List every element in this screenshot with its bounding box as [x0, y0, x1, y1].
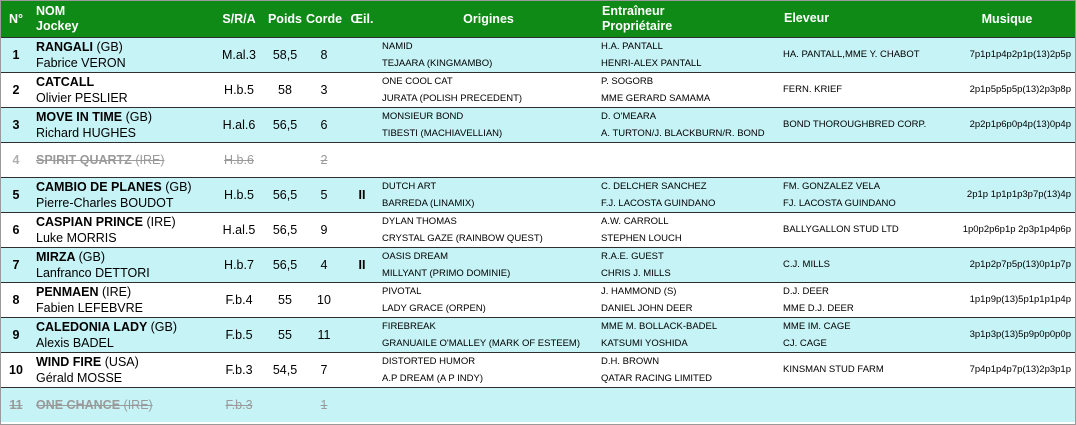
- poids-cell: [267, 387, 303, 422]
- trainer-owner-cell: [598, 387, 780, 422]
- poids-cell: 58,5: [267, 37, 303, 72]
- horse-jockey-cell: [31, 352, 211, 387]
- sire-name: ONE COOL CAT: [382, 75, 453, 87]
- origines-cell: [379, 317, 598, 352]
- owner-name: DANIEL JOHN DEER: [601, 302, 693, 314]
- breeder-cell: [780, 72, 939, 107]
- sire-name: MONSIEUR BOND: [382, 110, 464, 122]
- horse-name-line[interactable]: [36, 39, 211, 55]
- dam-name: BARREDA (LINAMIX): [382, 197, 475, 209]
- oeil-cell: [345, 282, 379, 317]
- runners-table: [1, 1, 1075, 422]
- dam-name: GRANUAILE O'MALLEY (MARK OF ESTEEM): [382, 337, 581, 349]
- poids-cell: 56,5: [267, 107, 303, 142]
- trainer-owner-cell: [598, 352, 780, 387]
- sra-cell: F.b.3: [211, 387, 267, 422]
- sra-cell: M.al.3: [211, 37, 267, 72]
- header-nom-jockey: [31, 1, 211, 37]
- oeil-cell: [345, 212, 379, 247]
- musique-cell: 2p1p5p5p5p(13)2p3p8p: [939, 72, 1075, 107]
- dam-name: LADY GRACE (ORPEN): [382, 302, 486, 314]
- horse-country: (IRE): [123, 397, 153, 412]
- jockey-name[interactable]: Richard HUGHES: [36, 125, 137, 140]
- horse-country: (GB): [125, 109, 152, 124]
- trainer-name: A.W. CARROLL: [601, 215, 669, 227]
- breeder-name: FM. GONZALEZ VELA: [783, 180, 881, 192]
- trainer-owner-cell: [598, 142, 780, 177]
- sire-name: OASIS DREAM: [382, 250, 448, 262]
- breeder-name-2: CJ. CAGE: [783, 337, 827, 349]
- oeil-cell: [345, 387, 379, 422]
- sra-cell: H.b.5: [211, 177, 267, 212]
- sra-cell: F.b.3: [211, 352, 267, 387]
- origines-cell: [379, 387, 598, 422]
- header-num: N°: [8, 11, 24, 26]
- musique-cell: 7p4p1p4p7p(13)2p3p1p: [939, 352, 1075, 387]
- runner-number: 7: [1, 247, 31, 282]
- header-jockey: Jockey: [36, 18, 79, 33]
- horse-name-line[interactable]: [36, 354, 211, 370]
- header-origines: Origines: [463, 11, 514, 26]
- trainer-name: H.A. PANTALL: [601, 40, 663, 52]
- table-row[interactable]: [1, 177, 1075, 212]
- header-nom: NOM: [36, 3, 66, 18]
- dam-name: JURATA (POLISH PRECEDENT): [382, 92, 523, 104]
- horse-name[interactable]: CATCALL: [36, 74, 95, 89]
- header-proprietaire: Propriétaire: [602, 18, 673, 33]
- horse-jockey-cell: [31, 387, 211, 422]
- jockey-name[interactable]: Fabien LEFEBVRE: [36, 300, 143, 315]
- musique-cell: 2p1p2p7p5p(13)0p1p7p: [939, 247, 1075, 282]
- poids-cell: 54,5: [267, 352, 303, 387]
- horse-country: (IRE): [135, 152, 165, 167]
- corde-cell: 2: [303, 142, 345, 177]
- sra-cell: H.b.5: [211, 72, 267, 107]
- table-body: [1, 37, 1075, 422]
- trainer-name: C. DELCHER SANCHEZ: [601, 180, 707, 192]
- breeder-name: MME IM. CAGE: [783, 320, 851, 332]
- corde-cell: 4: [303, 247, 345, 282]
- table-row[interactable]: [1, 107, 1075, 142]
- table-row[interactable]: [1, 387, 1075, 422]
- origines-cell: [379, 282, 598, 317]
- owner-name: A. TURTON/J. BLACKBURN/R. BOND: [601, 127, 765, 139]
- sra-cell: H.al.6: [211, 107, 267, 142]
- dam-name: A.P DREAM (A P INDY): [382, 372, 484, 384]
- horse-jockey-cell: [31, 72, 211, 107]
- horse-country: (GB): [78, 249, 105, 264]
- horse-name[interactable]: ONE CHANCE: [36, 397, 121, 412]
- horse-name-line[interactable]: [36, 284, 211, 300]
- table-row[interactable]: [1, 282, 1075, 317]
- corde-cell: 7: [303, 352, 345, 387]
- sire-name: FIREBREAK: [382, 320, 436, 332]
- trainer-name: MME M. BOLLACK-BADEL: [601, 320, 718, 332]
- corde-cell: 5: [303, 177, 345, 212]
- runner-number: 11: [1, 387, 31, 422]
- musique-cell: 7p1p1p4p2p1p(13)2p5p: [939, 37, 1075, 72]
- header-corde: Corde: [305, 11, 343, 26]
- breeder-cell: [780, 107, 939, 142]
- horse-country: (IRE): [146, 214, 176, 229]
- origines-cell: [379, 107, 598, 142]
- sire-name: PIVOTAL: [382, 285, 422, 297]
- runner-number: 6: [1, 212, 31, 247]
- origines-cell: [379, 247, 598, 282]
- horse-jockey-cell: [31, 282, 211, 317]
- sire-name: DYLAN THOMAS: [382, 215, 457, 227]
- oeil-cell: II: [345, 177, 379, 212]
- horse-country: (GB): [96, 39, 123, 54]
- origines-cell: [379, 212, 598, 247]
- poids-cell: 58: [267, 72, 303, 107]
- breeder-cell: [780, 387, 939, 422]
- header-sra: S/R/A: [222, 11, 256, 26]
- breeder-name: FERN. KRIEF: [783, 83, 843, 95]
- dam-name: CRYSTAL GAZE (RAINBOW QUEST): [382, 232, 543, 244]
- horse-jockey-cell: [31, 37, 211, 72]
- breeder-name-2: MME D.J. DEER: [783, 302, 854, 314]
- oeil-cell: [345, 37, 379, 72]
- trainer-owner-cell: [598, 317, 780, 352]
- musique-cell: 2p1p 1p1p1p3p7p(13)4p: [939, 177, 1075, 212]
- horse-jockey-cell: [31, 142, 211, 177]
- jockey-name[interactable]: Olivier PESLIER: [36, 90, 128, 105]
- breeder-name: BALLYGALLON STUD LTD: [783, 223, 899, 235]
- table-row[interactable]: [1, 317, 1075, 352]
- header-oeil: Œil.: [350, 11, 374, 26]
- horse-name-line[interactable]: [36, 74, 211, 90]
- trainer-owner-cell: [598, 212, 780, 247]
- horse-name[interactable]: MOVE IN TIME: [36, 109, 123, 124]
- origines-cell: [379, 352, 598, 387]
- table-row[interactable]: [1, 247, 1075, 282]
- table-header-row: [1, 1, 1075, 37]
- musique-cell: 1p1p9p(13)5p1p1p1p4p: [939, 282, 1075, 317]
- header-entraineur-proprietaire: [598, 1, 780, 37]
- runner-number: 8: [1, 282, 31, 317]
- breeder-name: C.J. MILLS: [783, 258, 830, 270]
- horse-jockey-cell: [31, 107, 211, 142]
- corde-cell: 1: [303, 387, 345, 422]
- breeder-cell: [780, 177, 939, 212]
- trainer-owner-cell: [598, 282, 780, 317]
- sra-cell: H.b.6: [211, 142, 267, 177]
- horse-name[interactable]: WIND FIRE: [36, 354, 102, 369]
- dam-name: MILLYANT (PRIMO DOMINIE): [382, 267, 511, 279]
- runner-number: 9: [1, 317, 31, 352]
- horse-name[interactable]: CASPIAN PRINCE: [36, 214, 143, 229]
- origines-cell: [379, 142, 598, 177]
- trainer-owner-cell: [598, 247, 780, 282]
- horse-name[interactable]: CALEDONIA LADY: [36, 319, 148, 334]
- breeder-cell: [780, 317, 939, 352]
- jockey-name[interactable]: Alexis BADEL: [36, 335, 114, 350]
- corde-cell: 10: [303, 282, 345, 317]
- corde-cell: 11: [303, 317, 345, 352]
- musique-cell: 1p0p2p6p1p 2p3p1p4p6p: [939, 212, 1075, 247]
- dam-name: TEJAARA (KINGMAMBO): [382, 57, 493, 69]
- runner-number: 4: [1, 142, 31, 177]
- horse-name[interactable]: PENMAEN: [36, 284, 99, 299]
- horse-country: (USA): [104, 354, 139, 369]
- poids-cell: 56,5: [267, 177, 303, 212]
- horse-name-line[interactable]: [36, 179, 211, 195]
- table-row[interactable]: [1, 352, 1075, 387]
- owner-name: HENRI-ALEX PANTALL: [601, 57, 702, 69]
- musique-cell: [939, 387, 1075, 422]
- horse-name-line[interactable]: [36, 109, 211, 125]
- owner-name: QATAR RACING LIMITED: [601, 372, 713, 384]
- trainer-name: J. HAMMOND (S): [601, 285, 677, 297]
- musique-cell: [939, 142, 1075, 177]
- table-row[interactable]: [1, 72, 1075, 107]
- oeil-cell: [345, 142, 379, 177]
- breeder-cell: [780, 142, 939, 177]
- table-row[interactable]: [1, 37, 1075, 72]
- oeil-cell: [345, 317, 379, 352]
- horse-country: (IRE): [102, 284, 132, 299]
- origines-cell: [379, 37, 598, 72]
- table-row[interactable]: [1, 142, 1075, 177]
- header-entraineur: Entraîneur: [602, 3, 665, 18]
- sra-cell: H.al.5: [211, 212, 267, 247]
- horse-jockey-cell: [31, 212, 211, 247]
- oeil-cell: [345, 107, 379, 142]
- trainer-name: P. SOGORB: [601, 75, 654, 87]
- horse-name-line[interactable]: [36, 152, 211, 168]
- poids-cell: 55: [267, 317, 303, 352]
- runner-number: 3: [1, 107, 31, 142]
- breeder-name: BOND THOROUGHBRED CORP.: [783, 118, 927, 130]
- owner-name: KATSUMI YOSHIDA: [601, 337, 688, 349]
- sire-name: DUTCH ART: [382, 180, 437, 192]
- header-musique: Musique: [981, 11, 1033, 26]
- horse-jockey-cell: [31, 177, 211, 212]
- horse-name-line[interactable]: [36, 319, 211, 335]
- origines-cell: [379, 72, 598, 107]
- breeder-cell: [780, 247, 939, 282]
- sra-cell: F.b.4: [211, 282, 267, 317]
- dam-name: TIBESTI (MACHIAVELLIAN): [382, 127, 503, 139]
- oeil-cell: [345, 352, 379, 387]
- owner-name: CHRIS J. MILLS: [601, 267, 671, 279]
- breeder-name: KINSMAN STUD FARM: [783, 363, 884, 375]
- owner-name: STEPHEN LOUCH: [601, 232, 682, 244]
- horse-country: (GB): [150, 319, 177, 334]
- trainer-owner-cell: [598, 107, 780, 142]
- trainer-name: D.H. BROWN: [601, 355, 660, 367]
- corde-cell: 8: [303, 37, 345, 72]
- breeder-name-2: FJ. LACOSTA GUINDANO: [783, 197, 896, 209]
- breeder-name: HA. PANTALL,MME Y. CHABOT: [783, 48, 920, 60]
- breeder-cell: [780, 212, 939, 247]
- breeder-cell: [780, 37, 939, 72]
- header-poids: Poids: [267, 11, 303, 26]
- breeder-cell: [780, 352, 939, 387]
- horse-jockey-cell: [31, 317, 211, 352]
- trainer-name: D. O'MEARA: [601, 110, 657, 122]
- runner-number: 2: [1, 72, 31, 107]
- jockey-name[interactable]: Pierre-Charles BOUDOT: [36, 195, 174, 210]
- horse-jockey-cell: [31, 247, 211, 282]
- musique-cell: 3p1p3p(13)5p9p0p0p0p: [939, 317, 1075, 352]
- origines-cell: [379, 177, 598, 212]
- jockey-name[interactable]: Gérald MOSSE: [36, 370, 123, 385]
- trainer-name: R.A.E. GUEST: [601, 250, 664, 262]
- poids-cell: [267, 142, 303, 177]
- jockey-name[interactable]: Fabrice VERON: [36, 55, 126, 70]
- trainer-owner-cell: [598, 37, 780, 72]
- oeil-cell: [345, 72, 379, 107]
- poids-cell: 56,5: [267, 212, 303, 247]
- jockey-name[interactable]: Lanfranco DETTORI: [36, 265, 150, 280]
- runner-number: 10: [1, 352, 31, 387]
- jockey-name[interactable]: Luke MORRIS: [36, 230, 117, 245]
- horse-name-line[interactable]: [36, 397, 211, 413]
- oeil-cell: II: [345, 247, 379, 282]
- poids-cell: 55: [267, 282, 303, 317]
- horse-name[interactable]: MIRZA: [36, 249, 76, 264]
- trainer-owner-cell: [598, 177, 780, 212]
- horse-name[interactable]: SPIRIT QUARTZ: [36, 152, 132, 167]
- musique-cell: 2p2p1p6p0p4p(13)0p4p: [939, 107, 1075, 142]
- table-row[interactable]: [1, 212, 1075, 247]
- sra-cell: H.b.7: [211, 247, 267, 282]
- horse-name-line[interactable]: [36, 214, 211, 230]
- breeder-cell: [780, 282, 939, 317]
- sire-name: DISTORTED HUMOR: [382, 355, 476, 367]
- runner-number: 1: [1, 37, 31, 72]
- corde-cell: 6: [303, 107, 345, 142]
- horse-name-line[interactable]: [36, 249, 211, 265]
- sire-name: NAMID: [382, 40, 413, 52]
- horse-country: (GB): [165, 179, 192, 194]
- owner-name: MME GERARD SAMAMA: [601, 92, 711, 104]
- sra-cell: F.b.5: [211, 317, 267, 352]
- corde-cell: 3: [303, 72, 345, 107]
- poids-cell: 56,5: [267, 247, 303, 282]
- runner-number: 5: [1, 177, 31, 212]
- header-eleveur: Eleveur: [784, 11, 830, 26]
- owner-name: F.J. LACOSTA GUINDANO: [601, 197, 716, 209]
- horse-name[interactable]: CAMBIO DE PLANES: [36, 179, 162, 194]
- corde-cell: 9: [303, 212, 345, 247]
- horse-name[interactable]: RANGALI: [36, 39, 93, 54]
- breeder-name: D.J. DEER: [783, 285, 829, 297]
- trainer-owner-cell: [598, 72, 780, 107]
